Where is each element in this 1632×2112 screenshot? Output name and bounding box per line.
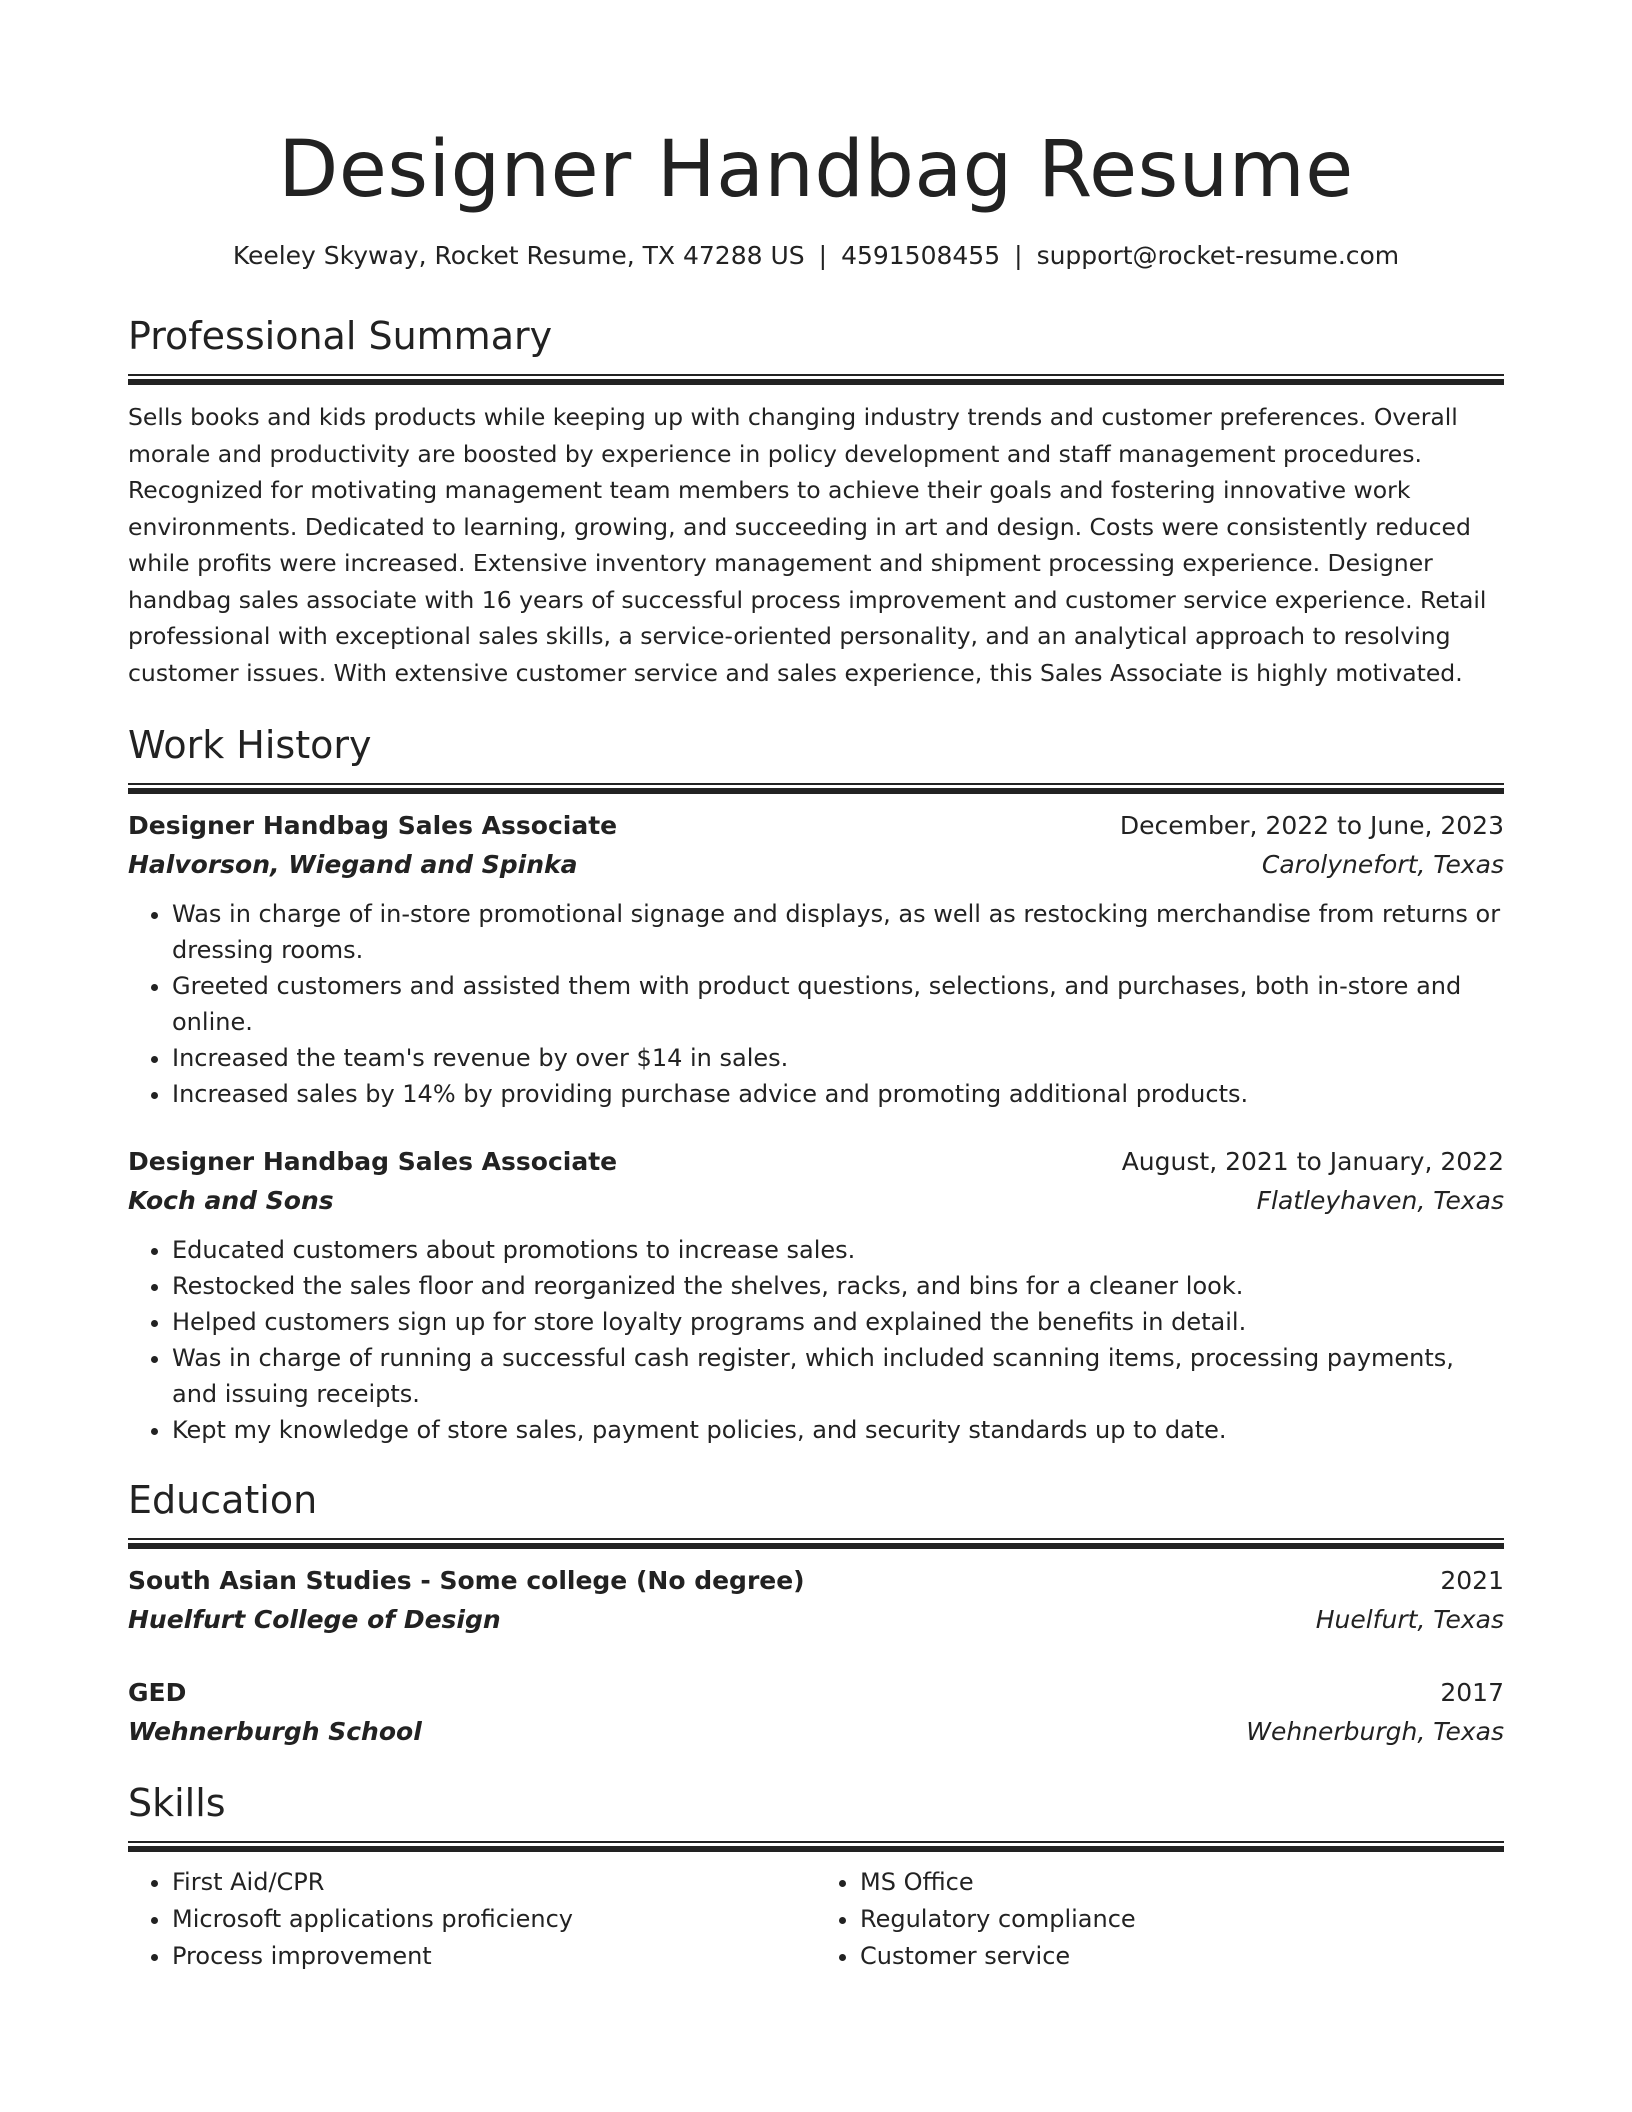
list-item: • Educated customers about promotions to increase sales. [172,1232,1504,1268]
job-entry [128,1142,1504,1448]
contact-separator: | [818,241,828,270]
education-year: 2017 [1440,1678,1504,1707]
job-location: Flatleyhaven, Texas [1256,1186,1504,1215]
skill-item: • First Aid/CPR [172,1864,816,1901]
job-bullets [128,1232,1504,1448]
education-entry [128,1673,1504,1751]
job-bullets [128,896,1504,1112]
section-heading: Professional Summary [128,314,553,358]
job-location: Carolynefort, Texas [1261,850,1504,879]
degree-title: GED [128,1678,187,1707]
skills-column-left [128,1864,816,1975]
school-location: Huelfurt, Texas [1315,1605,1504,1634]
section-divider [128,1841,1504,1852]
list-item: • Restocked the sales floor and reorganized the shelves, racks, and bins for a cleaner look. [172,1268,1504,1304]
list-item: • Increased the team's revenue by over $14 in sales. [172,1040,1504,1076]
school-location: Wehnerburgh, Texas [1246,1717,1504,1746]
list-item: • Was in charge of running a successful cash register, which included scanning items, processing payments, and issuing receipts. [172,1340,1504,1412]
education-year: 2021 [1440,1566,1504,1595]
resume-header [128,0,1504,274]
section-heading: Education [128,1478,318,1522]
skill-item: • Customer service [860,1938,1504,1975]
skill-item: • Process improvement [172,1938,816,1975]
list-item: • Kept my knowledge of store sales, payment policies, and security standards up to date. [172,1412,1504,1448]
job-entry [128,806,1504,1112]
job-title: Designer Handbag Sales Associate [128,1147,618,1176]
skill-item: • Microsoft applications proficiency [172,1901,816,1938]
job-company: Halvorson, Wiegand and Spinka [128,850,578,879]
contact-line [128,238,1504,274]
skills-list [128,1864,1504,1975]
contact-address: Keeley Skyway, Rocket Resume, TX 47288 US [232,241,805,270]
contact-separator: | [1014,241,1023,270]
job-dates: August, 2021 to January, 2022 [1121,1147,1504,1176]
list-item: • Helped customers sign up for store loyalty programs and explained the benefits in detail. [172,1304,1504,1340]
list-item: • Greeted customers and assisted them with product questions, selections, and purchases, both in-store and online. [172,968,1504,1040]
list-item: • Was in charge of in-store promotional signage and displays, as well as restocking merchandise from returns or dressing rooms. [172,896,1504,968]
skills-section [128,1777,1504,1975]
job-dates: December, 2022 to June, 2023 [1119,811,1504,840]
job-title: Designer Handbag Sales Associate [128,811,618,840]
contact-email: support@rocket-resume.com [1036,241,1400,270]
skills-column-right [816,1864,1504,1975]
summary-text: Sells books and kids products while keeping up with changing industry trends and customer preferences. Overall morale and productivity are boosted by experience in policy development and staff management procedures. Recognized for motivating management team members to achieve their goals and fostering innovative work environments. Dedicated to learning, growing, and succeeding in art and design. Costs were consistently reduced while profits were increased. Extensive inventory management and shipment processing experience. Designer handbag sales associate with 16 years of successful process improvement and customer service experience. Retail professional with exceptional sales skills, a service-oriented personality, and an analytical approach to resolving customer issues. With extensive customer service and sales experience, this Sales Associate is highly motivated. [128,403,1487,687]
section-divider [128,374,1504,385]
contact-phone: 4591508455 [841,241,1001,270]
school-name: Huelfurt College of Design [128,1605,501,1634]
section-divider [128,1538,1504,1549]
skill-item: • Regulatory compliance [860,1901,1504,1938]
job-company: Koch and Sons [128,1186,334,1215]
section-heading: Skills [128,1781,226,1825]
summary-section [128,310,1504,691]
work-history-section [128,719,1504,1448]
list-item: • Increased sales by 14% by providing purchase advice and promoting additional products. [172,1076,1504,1112]
section-heading: Work History [128,723,372,767]
education-section [128,1474,1504,1751]
section-divider [128,783,1504,794]
education-entry [128,1561,1504,1639]
school-name: Wehnerburgh School [128,1717,422,1746]
degree-title: South Asian Studies - Some college (No degree) [128,1566,805,1595]
page-title: Designer Handbag Resume [278,125,1354,215]
skill-item: • MS Office [860,1864,1504,1901]
